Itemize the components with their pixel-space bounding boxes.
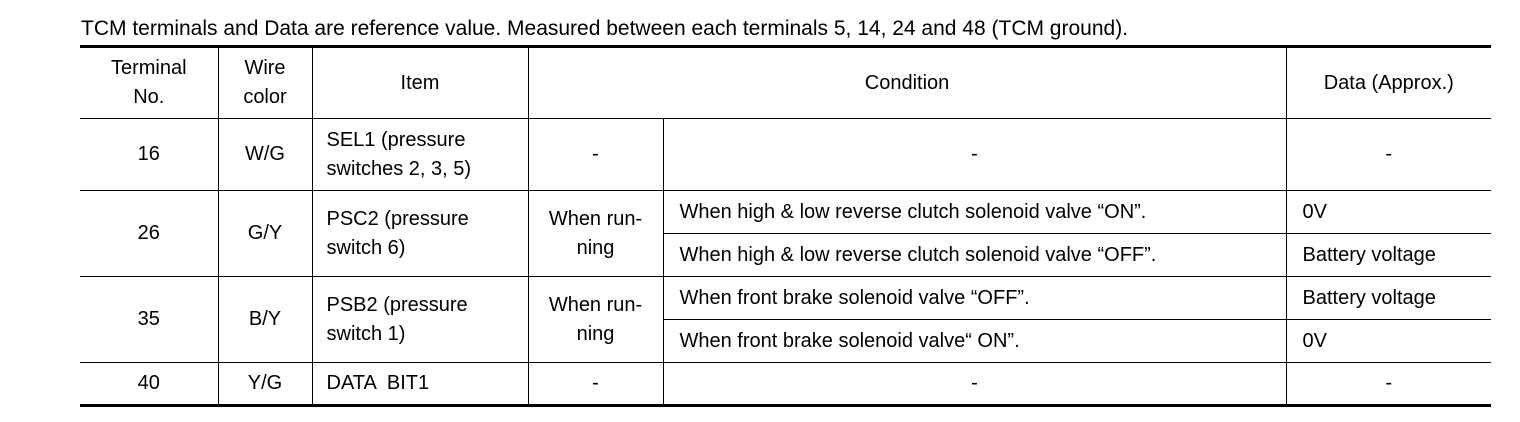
when-cell: When run- ning [528, 191, 663, 277]
terminal-no-cell: 40 [80, 363, 218, 406]
terminal-no-cell: 35 [80, 277, 218, 363]
item-cell: PSC2 (pressure switch 6) [312, 191, 528, 277]
wire-color-cell: G/Y [218, 191, 312, 277]
tcm-terminal-table [80, 45, 1491, 407]
header-condition: Condition [528, 47, 1286, 119]
terminal-no-cell: 26 [80, 191, 218, 277]
wire-color-cell: W/G [218, 119, 312, 191]
item-cell: DATA BIT1 [312, 363, 528, 406]
header-item: Item [312, 47, 528, 119]
when-cell: - [528, 363, 663, 406]
item-cell: PSB2 (pressure switch 1) [312, 277, 528, 363]
data-cell: Battery voltage [1286, 234, 1491, 277]
when-cell: - [528, 119, 663, 191]
table-header-row [80, 47, 1491, 119]
table-caption: TCM terminals and Data are reference value. Measured between each terminals 5, 14, 24 and 48 (TCM ground). [81, 17, 1129, 40]
data-cell: Battery voltage [1286, 277, 1491, 320]
header-wire-color: Wire color [218, 47, 312, 119]
condition-cell: When front brake solenoid valve “OFF”. [663, 277, 1286, 320]
wire-color-cell: B/Y [218, 277, 312, 363]
terminal-no-cell: 16 [80, 119, 218, 191]
wire-color-cell: Y/G [218, 363, 312, 406]
table-row [80, 277, 1491, 320]
item-cell: SEL1 (pressure switches 2, 3, 5) [312, 119, 528, 191]
condition-cell: When high & low reverse clutch solenoid valve “ON”. [663, 191, 1286, 234]
header-data: Data (Approx.) [1286, 47, 1491, 119]
table-row [80, 191, 1491, 234]
data-cell: - [1286, 119, 1491, 191]
condition-cell: When front brake solenoid valve“ ON”. [663, 320, 1286, 363]
data-cell: - [1286, 363, 1491, 406]
data-cell: 0V [1286, 191, 1491, 234]
table-row [80, 119, 1491, 191]
condition-cell: - [663, 363, 1286, 406]
header-terminal-no: Terminal No. [80, 47, 218, 119]
condition-cell: When high & low reverse clutch solenoid valve “OFF”. [663, 234, 1286, 277]
when-cell: When run- ning [528, 277, 663, 363]
condition-cell: - [663, 119, 1286, 191]
table-row [80, 363, 1491, 406]
data-cell: 0V [1286, 320, 1491, 363]
